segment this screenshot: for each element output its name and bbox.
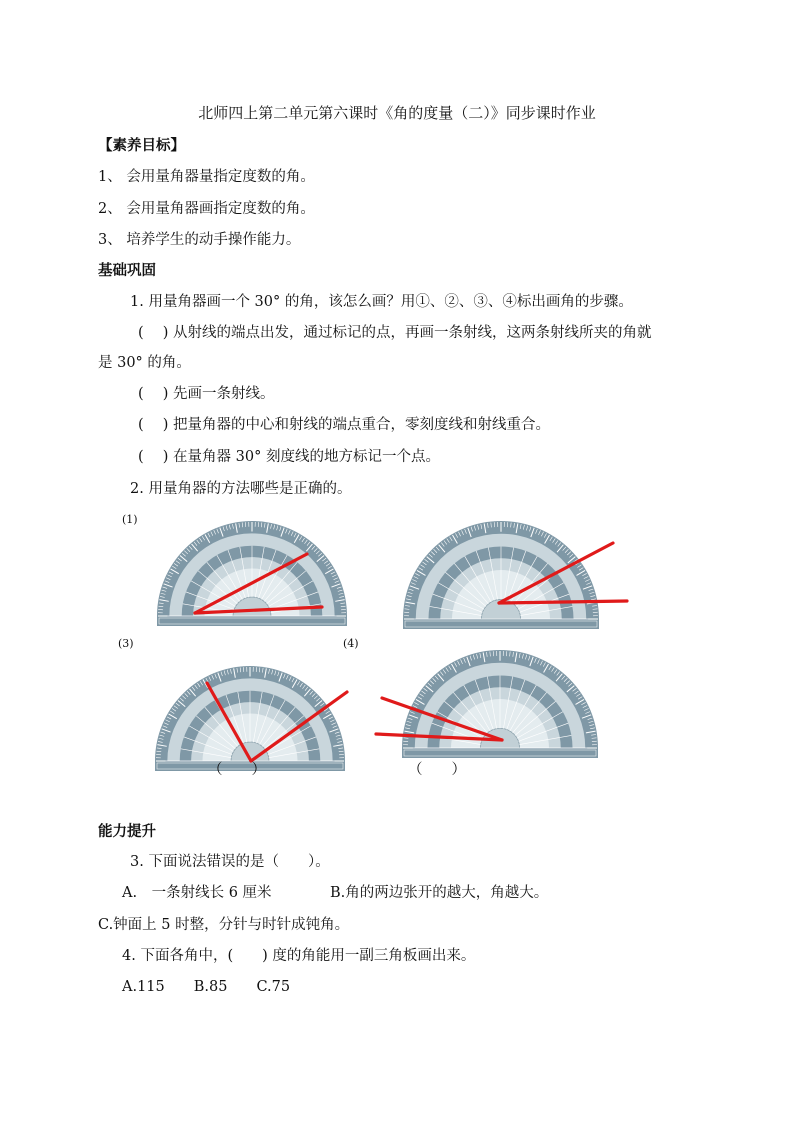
- basic-heading: 基础巩固: [98, 263, 156, 279]
- q2-stem: 2. 用量角器的方法哪些是正确的。: [130, 481, 352, 497]
- protractor: [403, 521, 599, 629]
- figure-label-1: (1): [122, 513, 138, 526]
- q4-stem: 4. 下面各角中，( ) 度的角能用一副三角板画出来。: [122, 948, 476, 964]
- q3-stem: 3. 下面说法错误的是（ ）。: [130, 854, 330, 870]
- protractor-figure-4: [372, 645, 602, 751]
- q3-option-c: C.钟面上 5 时整，分针与时针成钝角。: [98, 917, 350, 933]
- figure-label-4: (4): [343, 637, 359, 650]
- goal-item-1: 1、 会用量角器量指定度数的角。: [98, 169, 315, 185]
- protractor: [155, 666, 345, 771]
- q2-answer-blank-3: （ ）: [208, 762, 266, 778]
- protractor-figure-2: [401, 521, 629, 621]
- protractor-base: [157, 616, 347, 626]
- figure-label-3: (3): [118, 637, 134, 650]
- q1-step-a-line1: ( ) 从射线的端点出发，通过标记的点，再画一条射线，这两条射线所夹的角就: [138, 325, 652, 341]
- goal-item-3: 3、 培养学生的动手操作能力。: [98, 232, 301, 248]
- page-title: 北师四上第二单元第六课时《角的度量（二）》同步课时作业: [198, 104, 596, 122]
- protractor-figure-3: [155, 661, 351, 767]
- q3-option-a: A. 一条射线长 6 厘米: [122, 885, 272, 901]
- protractor-figure-1: [157, 521, 347, 621]
- protractor-base: [402, 748, 598, 758]
- q4-options: A.115 B.85 C.75: [122, 979, 291, 995]
- red-ray: [499, 601, 627, 603]
- advance-heading: 能力提升: [98, 824, 156, 840]
- q1-step-b: ( ) 先画一条射线。: [138, 386, 275, 402]
- protractor: [402, 650, 598, 758]
- q1-step-c: ( ) 把量角器的中心和射线的端点重合，零刻度线和射线重合。: [138, 417, 551, 433]
- q1-step-d: ( ) 在量角器 30° 刻度线的地方标记一个点。: [138, 449, 440, 465]
- protractor-base: [403, 619, 599, 629]
- q1-stem: 1. 用量角器画一个 30° 的角，该怎么画？用①、②、③、④标出画角的步骤。: [130, 294, 633, 310]
- goal-item-2: 2、 会用量角器画指定度数的角。: [98, 201, 315, 217]
- goals-heading: 【素养目标】: [98, 138, 185, 154]
- q1-step-a-line2: 是 30° 的角。: [98, 355, 191, 371]
- q3-option-b: B.角的两边张开的越大，角越大。: [330, 885, 549, 901]
- q2-answer-blank-4: （ ）: [408, 762, 466, 778]
